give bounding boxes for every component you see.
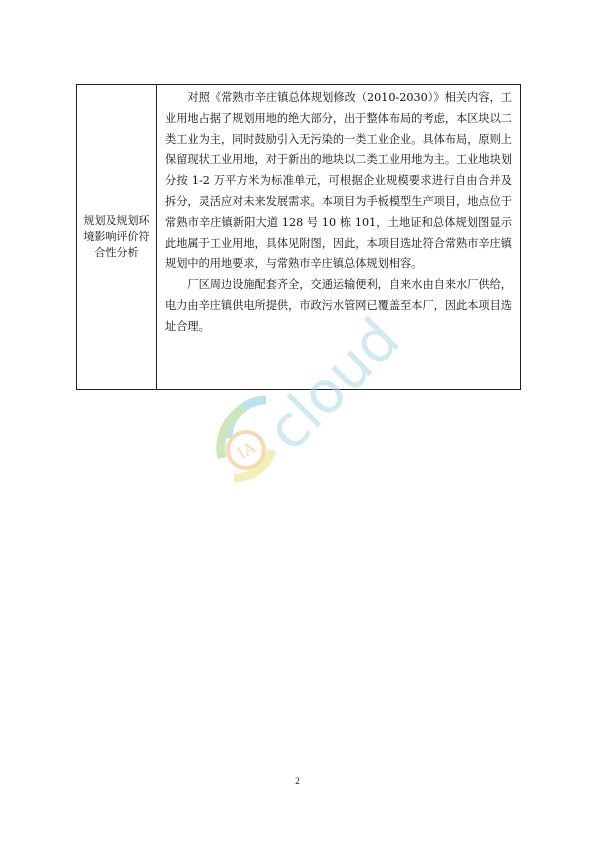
assessment-table (76, 84, 521, 390)
table-label: 规划及规划环境影响评价符合性分析 (83, 214, 150, 259)
watermark-badge-text: IA (233, 437, 259, 464)
table-content-cell (157, 85, 520, 389)
page-number: 2 (295, 776, 300, 786)
paragraph-planning: 对照《常熟市辛庄镇总体规划修改（2010-2030）》相关内容，工业用地占据了规划用地的绝大部分，出于整体布局的考虑，本区块以二类工业为主，同时鼓励引入无污染的一类工业企业。具体布局，原则上保留现状工业用地，对于新出的地块以二类工业用地为主。工业地块划分按 1-2 万平方米为标准单元，可根据企业规模要求进行自由合并及拆分，灵活应对未来发展需求。本项目为手板模型生产项目，地点位于常熟市辛庄镇新阳大道 128 号 10 栋 101，土地证和总体规划图显示此地属于工业用地，具体见附图，因此，本项目选址符合常熟市辛庄镇规划中的用地要求，与常熟市辛庄镇总体规划相容。 (165, 91, 512, 271)
watermark-text: cloud (253, 304, 413, 464)
watermark-badge (228, 432, 264, 468)
table-label-cell (77, 85, 157, 389)
paragraph-site-conditions: 厂区周边设施配套齐全，交通运输便利，自来水由自来水厂供给，电力由辛庄镇供电所提供，市政污水管网已覆盖至本厂，因此本项目选址合理。 (165, 278, 512, 333)
